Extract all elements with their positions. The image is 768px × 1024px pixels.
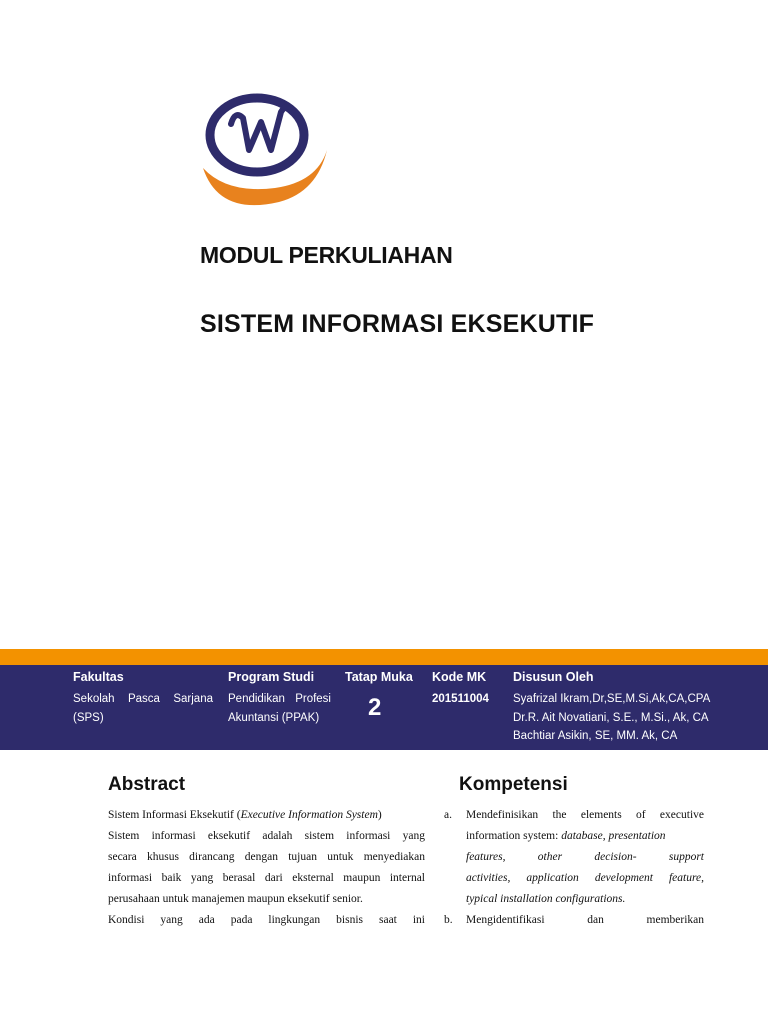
kompetensi-list — [444, 805, 704, 931]
module-label: MODUL PERKULIAHAN — [200, 242, 453, 268]
tatap-muka-value: 2 — [368, 694, 382, 721]
author-name: Bachtiar Asikin, SE, MM. Ak, CA — [513, 730, 678, 742]
fakultas-line: Sekolah Pasca Sarjana — [73, 693, 213, 705]
kompetensi-text-italic: activities, application development feature, — [466, 872, 704, 884]
header-program-studi: Program Studi — [228, 670, 315, 684]
fakultas-line: (SPS) — [73, 711, 104, 724]
kode-mk-value: 201511004 — [432, 693, 489, 705]
list-marker: b. — [444, 914, 453, 926]
university-logo — [199, 88, 331, 210]
fakultas-value — [73, 690, 213, 727]
abstract-heading: Abstract — [108, 774, 186, 795]
abstract-line: secara khusus dirancang dengan tujuan untuk menyediakan — [108, 851, 425, 863]
kompetensi-line — [466, 826, 704, 847]
abstract-text: Sistem Informasi Eksekutif ( — [108, 809, 241, 821]
kompetensi-line: Mengidentifikasi dan memberikan — [466, 914, 704, 926]
course-info-table — [0, 665, 768, 750]
abstract-text-italic: Executive Information System — [240, 809, 378, 821]
accent-bar — [0, 649, 768, 665]
kompetensi-item — [444, 910, 704, 931]
author-name: Syafrizal Ikram,Dr,SE,M.Si,Ak,CA,CPA — [513, 693, 711, 705]
kompetensi-text-italic: features, other decision- support — [466, 851, 704, 863]
kompetensi-line — [466, 847, 704, 868]
abstract-body — [108, 805, 425, 931]
kompetensi-item — [444, 805, 704, 910]
header-tatap-muka: Tatap Muka — [345, 670, 413, 684]
kompetensi-text: information system: — [466, 830, 562, 842]
kompetensi-line: Mendefinisikan the elements of executive — [466, 809, 704, 821]
program-studi-value — [228, 690, 331, 727]
program-line: Akuntansi (PPAK) — [228, 711, 320, 724]
program-line: Pendidikan Profesi — [228, 693, 331, 705]
kompetensi-heading: Kompetensi — [459, 774, 568, 795]
header-kode-mk: Kode MK — [432, 670, 487, 684]
header-fakultas: Fakultas — [73, 670, 124, 684]
abstract-line: informasi baik yang berasal dari eksternal maupun internal — [108, 872, 425, 884]
abstract-line: perusahaan untuk manajemen maupun eksekutif senior. — [108, 893, 363, 905]
abstract-text: ) — [377, 809, 382, 821]
kompetensi-line — [466, 868, 704, 889]
abstract-line — [108, 805, 425, 826]
course-title: SISTEM INFORMASI EKSEKUTIF — [200, 310, 595, 338]
list-marker: a. — [444, 809, 452, 821]
university-logo-icon — [199, 88, 331, 210]
abstract-line: Kondisi yang ada pada lingkungan bisnis saat ini — [108, 914, 425, 926]
author-name: Dr.R. Ait Novatiani, S.E., M.Si., Ak, CA — [513, 711, 709, 724]
authors-list — [513, 690, 753, 746]
kompetensi-line — [466, 889, 704, 910]
kompetensi-text-italic: typical installation configurations. — [466, 893, 626, 905]
kompetensi-text-italic: database, presentation — [561, 830, 666, 842]
header-disusun-oleh: Disusun Oleh — [513, 670, 594, 684]
abstract-line: Sistem informasi eksekutif adalah sistem informasi yang — [108, 830, 425, 842]
